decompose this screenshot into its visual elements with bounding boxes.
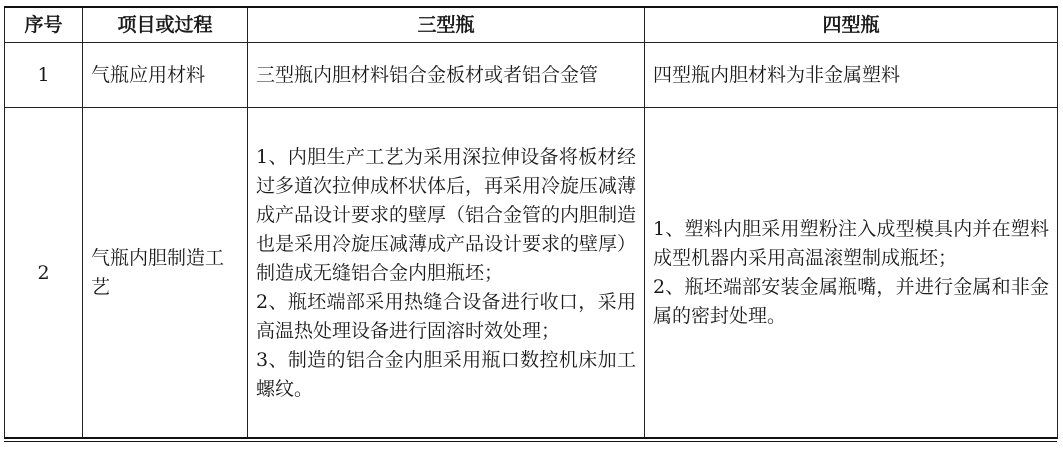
row-type3: [248, 108, 645, 439]
row-type4-text: 四型瓶内胆材料为非金属塑料: [653, 63, 901, 86]
row-item: 气瓶应用材料: [83, 43, 248, 108]
row-type3-step3: 3、制造的铝合金内胆采用瓶口数控机床加工螺纹。: [256, 348, 636, 400]
header-item: 项目或过程: [83, 7, 248, 43]
row-item: 气瓶内胆制造工艺: [83, 108, 248, 439]
table-bottom-rule-thin: [4, 441, 1057, 442]
row-type4-step1: 1、塑料内胆采用塑粉注入成型模具内并在塑料成型机器内采用高温滚塑制成瓶坯；: [653, 218, 1049, 269]
table-bottom-rule: [4, 437, 1057, 439]
row-type4-step2: 2、瓶坯端部安装金属瓶嘴，并进行金属和非金属的密封处理。: [653, 276, 1049, 327]
row-type4: [645, 108, 1058, 439]
table-row: [5, 108, 1058, 439]
table-header-row: [5, 7, 1058, 43]
row-no: 1: [5, 43, 83, 108]
row-type3-step1: 1、内胆生产工艺为采用深拉伸设备将板材经过多道次拉伸成杯状体后，再采用冷旋压减薄成产品设计要求的壁厚（铝合金管的内胆制造也是采用冷旋压减薄成产品设计要求的壁厚）制造成无缝铝合金内胆瓶坯；: [256, 145, 637, 284]
row-type4: [645, 43, 1058, 108]
header-type4: 四型瓶: [645, 7, 1058, 43]
row-type3: [248, 43, 645, 108]
comparison-table: [4, 6, 1058, 439]
table-row: [5, 43, 1058, 108]
header-no: 序号: [5, 7, 83, 43]
row-type3-text: 三型瓶内胆材料铝合金板材或者铝合金管: [256, 63, 599, 86]
row-no: 2: [5, 108, 83, 439]
row-type3-step2: 2、瓶坯端部采用热缝合设备进行收口，采用高温热处理设备进行固溶时效处理；: [256, 290, 636, 342]
header-type3: 三型瓶: [248, 7, 645, 43]
